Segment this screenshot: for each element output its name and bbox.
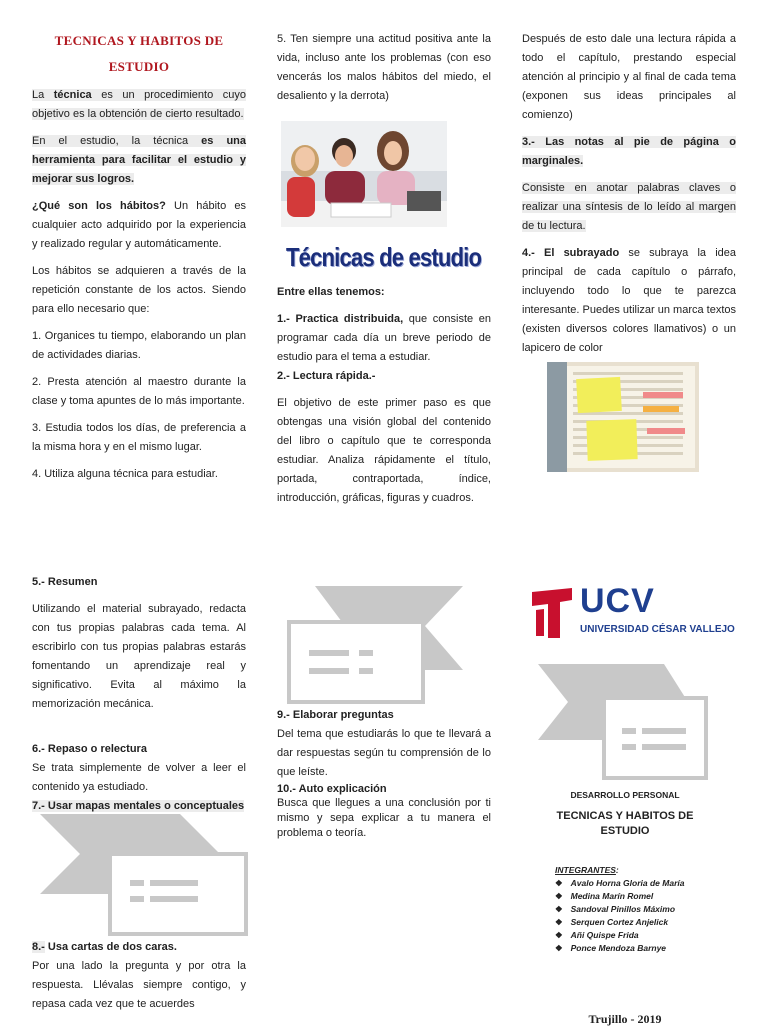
habit-item-4: 4. Utiliza alguna técnica para estudiar.	[32, 468, 218, 480]
technique-7-title: 7.- Usar mapas mentales o conceptuales	[32, 800, 245, 812]
technique-9-text: Del tema que estudiarás lo que te llevará a dar respuestas según tu comprensión de lo que leíste.	[277, 728, 491, 778]
course-name: DESARROLLO PERSONAL	[570, 790, 680, 800]
ucv-logo-main: UCV	[580, 582, 655, 620]
habit-item-2: 2. Presta atención al maestro durante la clase y toma apuntes de lo más importante.	[32, 376, 246, 407]
technique-6-text: Se trata simplemente de volver a leer el contenido ya estudiado.	[32, 762, 246, 793]
cover-title-line1: TECNICAS Y HABITOS DE	[556, 810, 694, 822]
technique-3-title: 3.- Las notas al pie de página o marginales.	[522, 136, 736, 167]
technique-3-text: Consiste en anotar palabras claves o realizar una síntesis de lo leído al margen de tu lectura.	[522, 182, 736, 232]
card-placeholder-image	[285, 586, 463, 706]
habit-item-1: 1. Organices tu tiempo, elaborando un plan de actividades diarias.	[32, 330, 246, 361]
students-photo	[281, 121, 447, 227]
members-list	[555, 877, 735, 955]
que-son-habitos: ¿Qué son los hábitos? Un hábito es cualquier acto adquirido por la experiencia y realizado regular y automáticamente.	[32, 200, 246, 250]
back-column-1-bottom	[32, 938, 246, 1022]
technique-9-title: 9.- Elaborar preguntas	[277, 709, 394, 721]
members-section	[555, 864, 735, 955]
definition-tecnica: La técnica es un procedimiento cuyo objetivo es la obtención de cierto resultado.	[32, 89, 246, 120]
technique-8-text: Por una lado la pregunta y por otra la respuesta. Llévalas siempre contigo, y repasa cada vez que te acuerdes	[32, 960, 246, 1010]
technique-2-title: 2.- Lectura rápida.-	[277, 370, 376, 382]
footer-city-year: Trujillo - 2019	[588, 1012, 662, 1026]
technique-1: 1.- Practica distribuida, que consiste en programar cada día un breve periodo de estudio para el tema a estudiar.	[277, 313, 491, 363]
member-item: ❖ Avalo Horna Gloria de María	[555, 877, 735, 890]
main-title-line2: ESTUDIO	[108, 59, 170, 74]
ucv-logo-sub: UNIVERSIDAD CÉSAR VALLEJO	[580, 624, 735, 635]
members-label: INTEGRANTES:	[555, 865, 619, 875]
technique-5-title: 5.- Resumen	[32, 576, 98, 588]
column-1	[32, 30, 246, 492]
technique-6-title: 6.- Repaso o relectura	[32, 743, 147, 755]
habit-item-5: 5. Ten siempre una actitud positiva ante la vida, incluso ante los problemas (con eso vencerás los malos hábitos del miedo, el desaliento y la derrota)	[277, 33, 491, 102]
back-column-1	[32, 573, 246, 824]
main-title-line1: TECNICAS Y HABITOS DE	[54, 33, 224, 48]
column-3	[522, 30, 736, 366]
ucv-logo	[530, 582, 735, 642]
tecnicas-de-estudio-banner: Técnicas de estudio	[286, 242, 482, 272]
back-column-2	[277, 706, 491, 849]
lectura-rapida-cont: Después de esto dale una lectura rápida a todo el capítulo, prestando especial atención al principio y al final de cada tema (exponen sus ideas principales al comienzo)	[522, 33, 736, 121]
cover-title-line2: ESTUDIO	[600, 825, 650, 837]
ucv-shield-icon	[530, 586, 574, 640]
mind-map-placeholder-image	[40, 814, 250, 938]
technique-5-text: Utilizando el material subrayado, redacta con tus propias palabras cada tema. Al escribirlo con tus propias palabras estarás fomentando un aprendizaje real y significativo. Evita al máximo la memorización mecánica.	[32, 603, 246, 710]
highlighted-book-photo	[547, 362, 699, 472]
member-item: ❖ Añi Quispe Frida	[555, 929, 735, 942]
column-2-techniques	[277, 283, 491, 516]
technique-10-title: 10.- Auto explicación	[277, 783, 387, 795]
tecnica-en-estudio: En el estudio, la técnica es una herramienta para facilitar el estudio y mejorar sus logros.	[32, 135, 246, 185]
technique-4: 4.- El subrayado se subraya la idea principal de cada capítulo o párrafo, incluyendo todo lo que te parezca interesante. Puedes utilizar un marca textos (existen diversos colores llamativos) o un lapicero de color	[522, 247, 737, 354]
technique-8-title: 8.- Usa cartas de dos caras.	[32, 941, 177, 953]
habitos-adquieren: Los hábitos se adquieren a través de la repetición constante de los actos. Siendo para ello necesario que:	[32, 265, 246, 315]
member-item: ❖ Sandoval Pinillos Máximo	[555, 903, 735, 916]
entre-ellas-heading: Entre ellas tenemos:	[277, 286, 385, 298]
cover-title	[530, 809, 720, 839]
habit-item-3: 3. Estudia todos los días, de preferencia a la misma hora y en el mismo lugar.	[32, 422, 246, 453]
column-2	[277, 30, 491, 114]
main-title	[32, 30, 246, 78]
cover-placeholder-image	[538, 664, 710, 782]
technique-10-text: Busca que llegues a una conclusión por ti mismo y sepa explicar a tu manera el problema o teoría.	[277, 797, 491, 839]
member-item: ❖ Serquen Cortez Anjelick	[555, 916, 735, 929]
member-item: ❖ Medina Marín Romel	[555, 890, 735, 903]
member-item: ❖ Ponce Mendoza Barnye	[555, 942, 735, 955]
technique-2-text: El objetivo de este primer paso es que obtengas una visión global del contenido del libro o capítulo que te corresponda estudiar. Analiza rápidamente el título, portada, contraportada, índice, introducción, gráficas, figuras y cuadros.	[277, 397, 491, 504]
